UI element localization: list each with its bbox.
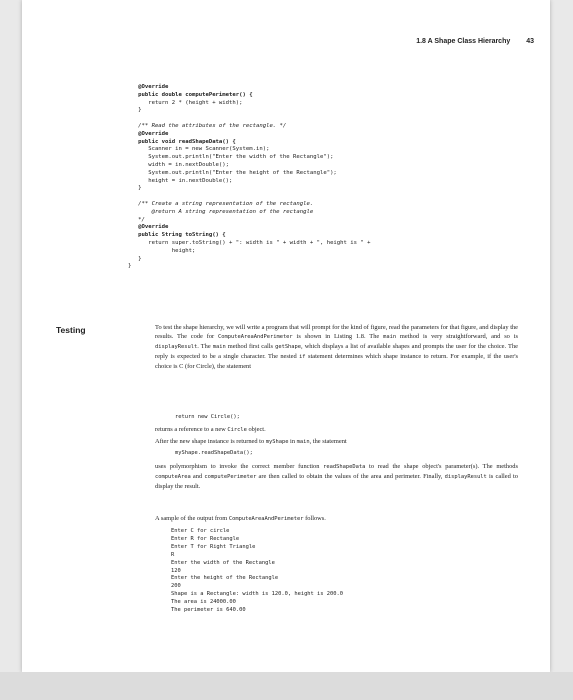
code-line: */ <box>128 216 145 223</box>
testing-paragraph-2: returns a reference to a new Circle object. <box>155 426 266 433</box>
output-line: The area is 24000.00 <box>171 599 236 606</box>
output-line: Shape is a Rectangle: width is 120.0, height is 200.0 <box>171 591 344 598</box>
page-number: 43 <box>526 38 534 45</box>
output-line: Enter the width of the Rectangle <box>171 559 275 566</box>
code-line <box>128 115 370 123</box>
code-line: public void readShapeData() { <box>128 138 236 145</box>
code-line: @Override <box>128 224 169 231</box>
output-line: R <box>171 551 175 558</box>
code-line: } <box>128 263 132 270</box>
output-line: 120 <box>171 567 181 574</box>
code-line: } <box>128 107 142 114</box>
code-line: /** Read the attributes of the rectangle. */ <box>128 122 287 129</box>
sample-output <box>171 528 343 615</box>
output-line: Enter C for circle <box>171 528 230 534</box>
code-line: @return A string representation of the rectangle <box>128 208 314 215</box>
testing-paragraph-1: To test the shape hierarchy, we will write a program that will prompt for the kind of figure, read the parameters for that figure, and display the results. The code for ComputeAreaAndPerimeter is shown in Listing 1.8. The main method is very straightforward, and so is displayResult. The main method first calls getShape, which displays a list of available shapes and prompts the user for the choice. The reply is expected to be a single character. The nested if statement determines which shape instance to return. For example, if the user's choice is C (for Circle), the statement <box>155 324 519 371</box>
code-line: return 2 * (height + width); <box>128 99 243 106</box>
output-line: Enter R for Rectangle <box>171 535 240 542</box>
code-line: public String toString() { <box>128 232 226 239</box>
page-header <box>416 38 534 45</box>
code-line: System.out.println("Enter the height of the Rectangle"); <box>128 169 337 176</box>
output-line: 200 <box>171 583 181 590</box>
code-snippet-read: myShape.readShapeData(); <box>175 450 253 456</box>
output-line: Enter the height of the Rectangle <box>171 575 279 582</box>
code-line: } <box>128 255 142 262</box>
section-title: 1.8 A Shape Class Hierarchy <box>416 38 511 45</box>
testing-heading: Testing <box>56 325 86 335</box>
code-line: System.out.println("Enter the width of the Rectangle"); <box>128 154 334 161</box>
code-listing <box>128 84 370 271</box>
code-snippet-return: return new Circle(); <box>175 414 240 420</box>
code-line: /** Create a string representation of the rectangle. <box>128 200 314 207</box>
testing-paragraph-3: After the new shape instance is returned to myShape in main, the statement <box>155 438 347 445</box>
code-line <box>128 193 370 201</box>
code-line: height = in.nextDouble(); <box>128 177 233 184</box>
code-line: return super.toString() + ": width is " + width + ", height is " + <box>128 239 371 246</box>
code-line: public double computePerimeter() { <box>128 91 253 98</box>
code-line: Scanner in = new Scanner(System.in); <box>128 146 270 153</box>
bottom-margin <box>0 672 573 700</box>
code-line: @Override <box>128 84 169 90</box>
code-line: width = in.nextDouble(); <box>128 161 230 168</box>
testing-paragraph-5: A sample of the output from ComputeAreaAndPerimeter follows. <box>155 515 326 522</box>
testing-paragraph-4: uses polymorphism to invoke the correct member function readShapeData to read the shape object's parameter(s). The methods computeArea and computePerimeter are then called to obtain the values of the area and perimeter. Finally, displayResult is called to display the result. <box>155 463 518 491</box>
output-line: Enter T for Right Triangle <box>171 543 256 550</box>
code-line: } <box>128 185 142 192</box>
code-line: height; <box>128 247 196 254</box>
code-line: @Override <box>128 130 169 137</box>
output-line: The perimeter is 640.00 <box>171 607 246 614</box>
